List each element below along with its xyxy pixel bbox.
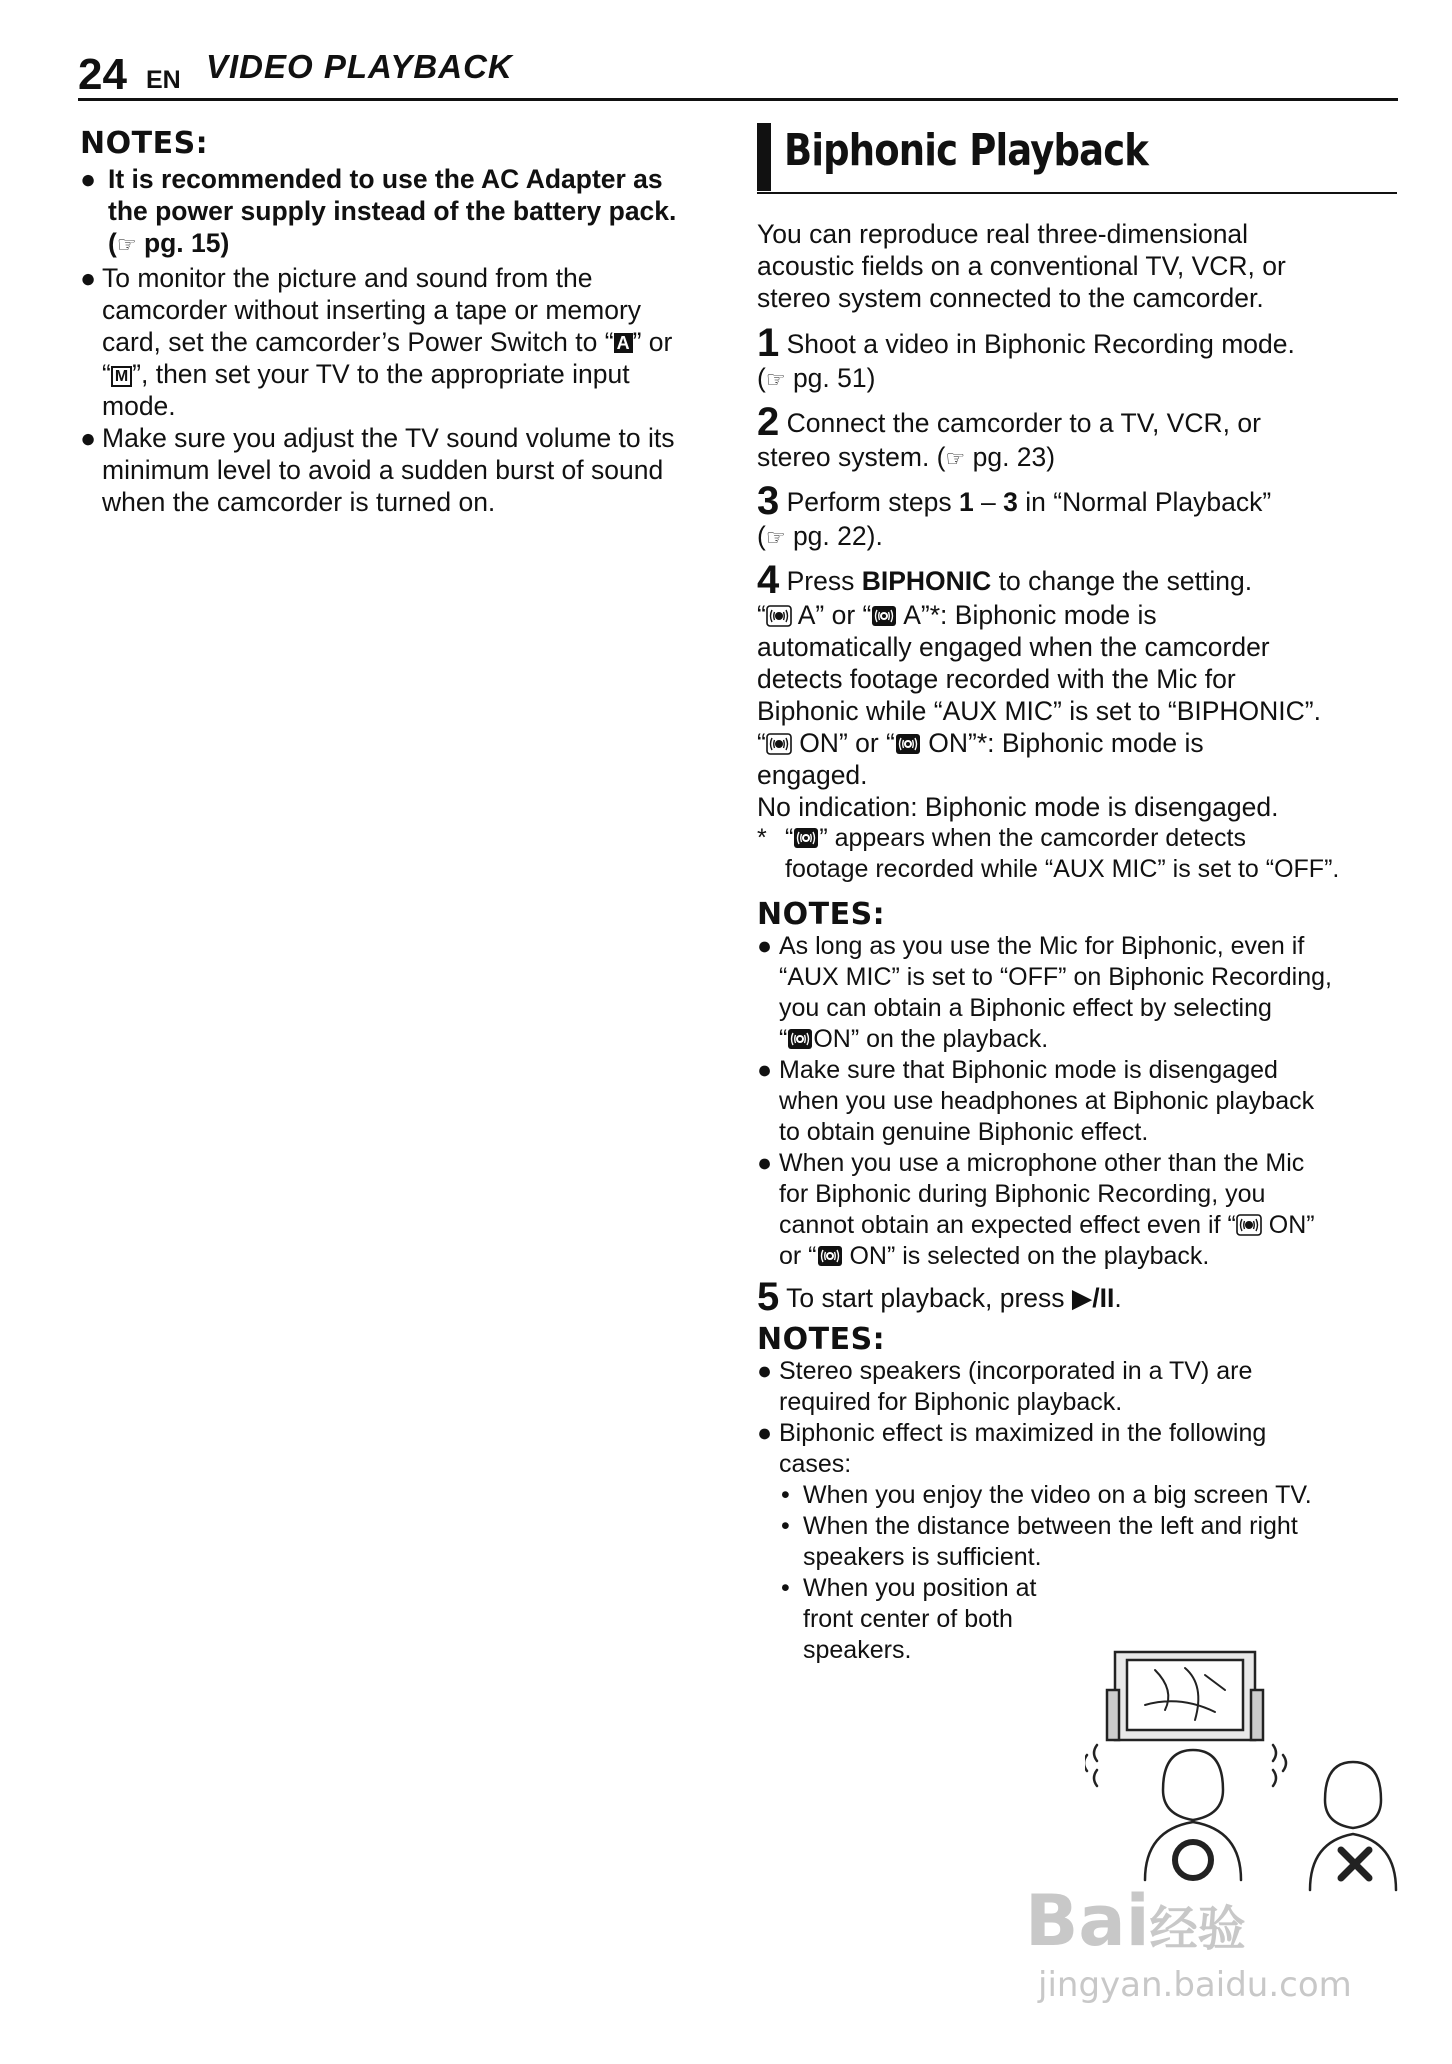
title-underline: [757, 192, 1397, 194]
sub-list-item: • When you enjoy the video on a big screen TV.: [781, 1481, 1312, 1509]
intro-paragraph: You can reproduce real three-dimensional acoustic fields on a conventional TV, VCR, or stereo system connected to the camcorder.: [757, 219, 1286, 313]
page-number: 24: [78, 50, 127, 99]
biphonic-dark-icon: [895, 733, 921, 755]
page-ref-icon: ☞: [945, 447, 966, 472]
left-notes: [80, 126, 720, 518]
page-header: [78, 48, 1398, 101]
step-1: 1 Shoot a video in Biphonic Recording mode. (☞ pg. 51): [757, 321, 1295, 393]
section-heading: Biphonic Playback: [784, 125, 1149, 176]
page-ref-icon: ☞: [116, 233, 137, 258]
right-body: [757, 218, 1407, 1666]
step-4: 4 Press BIPHONIC to change the setting. “ A” or “ A”*: Biphonic mode is automatically engaged when the camcorder detects footage recorded with the Mic for Biphonic while “AUX MIC” is set to “BIPHONIC”. “ ON” or “ ON”*: Biphonic mode is engaged. No indication: Biphonic mode is disengaged. * “ ” appears when the camcorder detects footage recorded while “AUX MIC” is set to “OFF”.: [757, 561, 1407, 885]
biphonic-dark-icon: [817, 1245, 843, 1267]
step-2: 2 Connect the camcorder to a TV, VCR, or stereo system. (☞ pg. 23): [757, 400, 1261, 472]
note-item: ● As long as you use the Mic for Biphonic, even if “AUX MIC” is set to “OFF” on Biphonic Recording, you can obtain a Biphonic effect by selecting “ ON” on the playback.: [757, 932, 1332, 1053]
sub-list-item: • When you position at front center of both speakers.: [781, 1574, 1037, 1664]
section-title: VIDEO PLAYBACK: [206, 48, 513, 85]
notes-heading: NOTES:: [757, 1322, 886, 1357]
footnote: * “ ” appears when the camcorder detects footage recorded while “AUX MIC” is set to “OFF”.: [757, 824, 1340, 883]
biphonic-icon: [1236, 1214, 1262, 1236]
step-5: 5 To start playback, press ▶/II.: [757, 1275, 1122, 1319]
page-ref-icon: ☞: [765, 526, 786, 551]
sub-list-item: • When the distance between the left and right speakers is sufficient.: [781, 1512, 1298, 1571]
step-3: 3 Perform steps 1 – 3 in “Normal Playback” (☞ pg. 22).: [757, 479, 1272, 551]
title-bar: [757, 123, 771, 191]
note-item: ● Make sure you adjust the TV sound volume to its minimum level to avoid a sudden burst of sound when the camcorder is turned on.: [80, 423, 675, 517]
biphonic-dark-icon: [871, 605, 897, 627]
note-item: ● Stereo speakers (incorporated in a TV) are required for Biphonic playback.: [757, 1357, 1253, 1416]
notes-heading: NOTES:: [757, 897, 886, 932]
biphonic-dark-icon: [787, 1028, 813, 1050]
note-item: ● It is recommended to use the AC Adapter as the power supply instead of the battery pack. (☞ pg. 15): [80, 164, 677, 258]
biphonic-icon: [766, 605, 792, 627]
play-pause-icon: ▶/II: [1071, 1283, 1115, 1313]
biphonic-dark-icon: [793, 827, 819, 849]
note-item: ● Biphonic effect is maximized in the following cases:: [757, 1419, 1267, 1478]
language-code: EN: [146, 66, 181, 94]
watermark-url: jingyan.baidu.com: [1038, 1965, 1352, 2005]
auto-mode-icon: A: [614, 333, 633, 353]
note-item: ● To monitor the picture and sound from the camcorder without inserting a tape or memory card, set the camcorder’s Power Switch to “ A ” or “ M ”, then set your TV to the appropriate input mode.: [80, 263, 673, 421]
notes-heading: NOTES:: [80, 126, 209, 161]
note-item: ● Make sure that Biphonic mode is disengaged when you use headphones at Biphonic playback to obtain genuine Biphonic effect.: [757, 1056, 1315, 1146]
note-item: ● When you use a microphone other than the Mic for Biphonic during Biphonic Recording, you cannot obtain an expected effect even if “ ON” or “ ON” is selected on the playback.: [757, 1149, 1315, 1270]
biphonic-icon: [766, 733, 792, 755]
page-ref-icon: ☞: [765, 368, 786, 393]
manual-mode-icon: M: [111, 366, 132, 387]
watermark-logo: Bai经验: [1025, 1880, 1246, 1962]
